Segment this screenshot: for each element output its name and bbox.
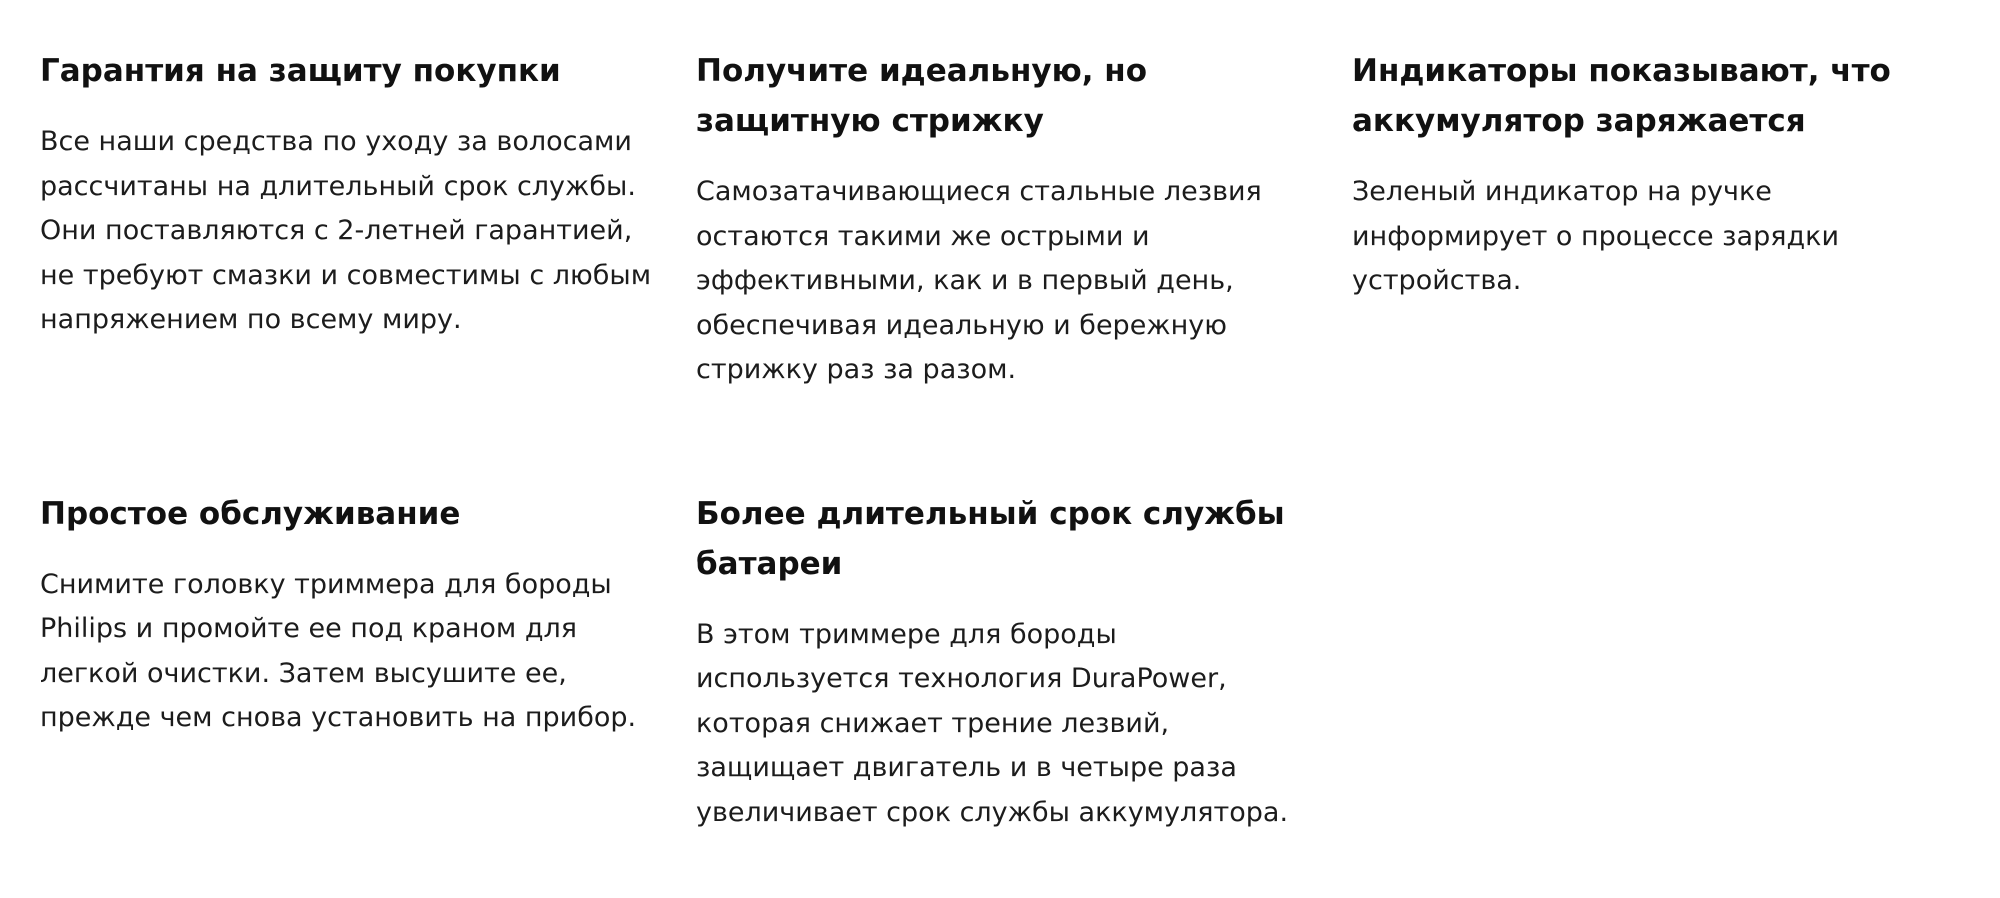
feature-charging-indicator [1352, 46, 1974, 393]
features-grid [40, 46, 1980, 835]
feature-description: В этом триммере для бороды используется технология DuraPower, которая снижает трение лезвий, защищает двигатель и в четыре раза увеличивает срок службы аккумулятора. [696, 618, 1289, 828]
feature-easy-maintenance [40, 489, 662, 836]
feature-description: Снимите головку триммера для бороды Philips и промойте ее под краном для легкой очистки. Затем высушите ее, прежде чем снова установить на прибор. [40, 568, 637, 733]
feature-description: Зеленый индикатор на ручке информирует о процессе зарядки устройства. [1352, 176, 1839, 296]
feature-perfect-trim [696, 46, 1318, 393]
feature-title: Индикаторы показывают, что аккумулятор заряжается [1352, 53, 1891, 139]
feature-title: Более длительный срок службы батареи [696, 495, 1285, 582]
feature-battery-life [696, 489, 1318, 836]
feature-purchase-protection [40, 46, 662, 393]
feature-title: Простое обслуживание [40, 495, 461, 532]
feature-title: Гарантия на защиту покупки [40, 53, 561, 89]
feature-description: Все наши средства по уходу за волосами рассчитаны на длительный срок службы. Они поставляются с 2-летней гарантией, не требуют смазки и совместимы с любым напряжением по всему миру. [40, 126, 652, 335]
feature-description: Самозатачивающиеся стальные лезвия остаются такими же острыми и эффективными, как и в первый день, обеспечивая идеальную и бережную стрижку раз за разом. [696, 176, 1262, 385]
feature-title: Получите идеальную, но защитную стрижку [696, 53, 1147, 139]
